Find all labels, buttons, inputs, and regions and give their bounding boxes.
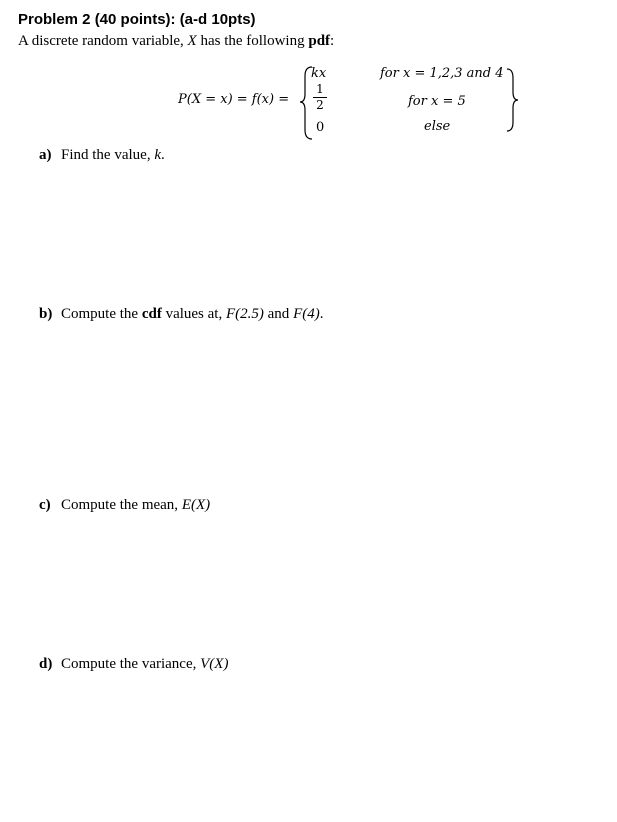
right-brace: [504, 66, 520, 136]
part-d-math: V(X): [200, 656, 229, 672]
case3-condition: else: [424, 119, 451, 134]
part-c: [39, 497, 210, 514]
part-b-and: and: [263, 306, 294, 322]
part-c-math: E(X): [181, 497, 211, 513]
case2-fraction: [313, 83, 327, 112]
part-d-text: Compute the variance,: [61, 656, 201, 672]
part-a-end: .: [161, 147, 165, 163]
problem-title: Problem 2 (40 points): (a-d 10pts): [18, 11, 256, 28]
intro-text-end: :: [330, 33, 335, 49]
part-b-math2: F(4): [293, 306, 320, 322]
part-b: [39, 306, 323, 323]
case3-value: 0: [316, 120, 325, 135]
intro-text-mid: has the following: [196, 33, 309, 49]
part-b-end: .: [319, 306, 324, 322]
case2-condition: for x = 5: [408, 94, 466, 109]
pdf-lhs: P(X = x) = f(x) =: [178, 92, 290, 107]
part-b-math1: F(2.5): [225, 306, 264, 322]
part-c-text: Compute the mean,: [61, 497, 182, 513]
part-c-label: c): [39, 497, 51, 513]
case1-condition: for x = 1,2,3 and 4: [380, 66, 504, 81]
part-d: [39, 656, 228, 673]
intro-pdf-term: pdf: [308, 33, 331, 49]
part-b-text: Compute the: [61, 306, 142, 322]
intro-variable: X: [187, 33, 197, 49]
part-b-text-mid: values at,: [161, 306, 226, 322]
part-a-text: Find the value,: [61, 147, 155, 163]
part-b-cdf-term: cdf: [141, 306, 162, 322]
part-b-label: b): [39, 306, 53, 322]
part-a-label: a): [39, 147, 52, 163]
case2-denominator: 2: [316, 98, 324, 112]
part-a: [39, 147, 165, 164]
part-d-label: d): [39, 656, 53, 672]
part-a-math: k: [154, 147, 161, 163]
case2-numerator: 1: [316, 82, 324, 96]
case1-value: kx: [311, 66, 327, 81]
intro-text: A discrete random variable,: [18, 33, 188, 49]
problem-intro: [18, 33, 334, 50]
